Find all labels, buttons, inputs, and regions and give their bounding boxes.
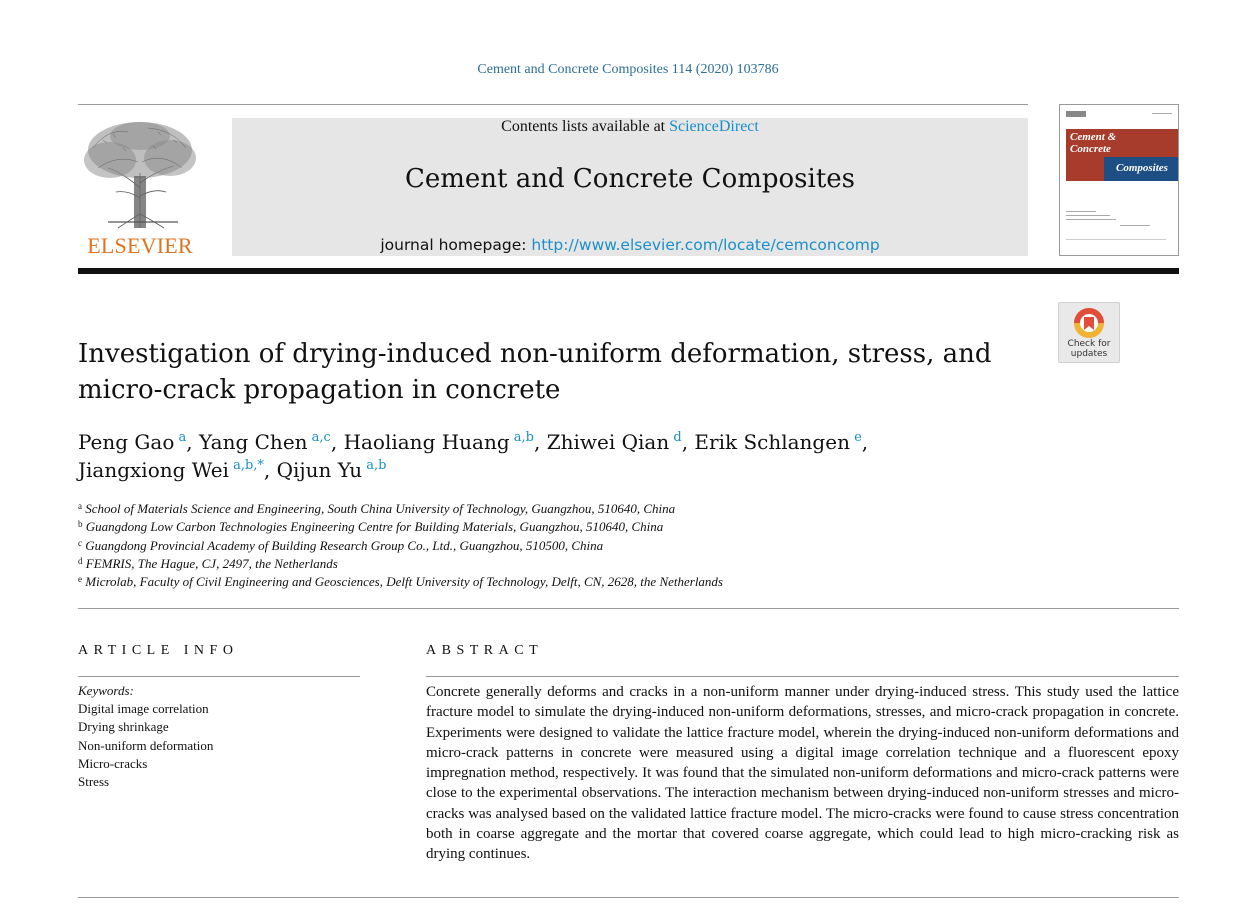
cover-rule [1066,239,1166,240]
author-affil-mark[interactable]: a,b [513,430,535,445]
affiliation: $^c$ Guangdong Provincial Academy of Building Research Group Co., Ltd., Guangzhou, 510500, China [78,537,604,553]
header-divider [78,104,1028,105]
affiliation: $^e$ Microlab, Faculty of Civil Engineering and Geosciences, Delft University of Technology, Delft, CN, 2628, the Netherlands [78,574,723,590]
journal-name: Cement and Concrete Composites [404,164,856,194]
journal-homepage: journal homepage: http://www.elsevier.com/locate/cemconcomp [380,236,880,254]
affiliation: $^d$ FEMRIS, The Hague, CJ, 2497, the Netherlands [78,555,338,571]
cover-title: Cement & Concrete [1070,131,1117,155]
cover-rule [1120,225,1150,226]
keyword[interactable]: Micro-cracks [78,755,148,771]
abstract-text: Concrete generally deforms and cracks in a non-uniform manner under drying-induced stress. This study used the lattice fracture model to simulate the drying-induced non-uniform deformations, stresses, and micro-crack propagation in concrete. Experiments were designed to validate the lattice fracture model, wherein the drying-induced non-uniform deformations and micro-crack patterns in concrete were measured using a digital image correlation technique and a fluorescent epoxy impregnation method, respectively. It was found that the simulated non-uniform deformations and micro-crack patterns were close to the experimental observations. The interaction mechanism between drying-induced non-uniform stresses and micro-cracks was analysed based on the validated lattice fracture model. The micro-cracks were found to cause stress concentration both in coarse aggregate and the mortar that covered coarse aggregate, which could lead to high micro-cracking risk as drying continues. [426,684,1179,863]
journal-citation[interactable]: Cement and Concrete Composites 114 (2020) 103786 [477,62,779,77]
author-affil-mark[interactable]: d [673,430,682,445]
journal-masthead [232,118,1028,256]
journal-cover-thumbnail[interactable] [1059,104,1179,256]
author[interactable]: Erik Schlangen [694,430,850,454]
article-info-rule [78,676,360,677]
keyword[interactable]: Drying shrinkage [78,719,169,735]
author[interactable]: Peng Gao [78,430,175,454]
author[interactable]: Haoliang Huang [343,430,510,454]
keyword[interactable]: Non-uniform deformation [78,737,214,753]
check-for-updates-button[interactable] [1058,302,1120,363]
abstract-heading: ABSTRACT [426,643,544,658]
author-affil-mark[interactable]: a,b,* [233,458,264,473]
sciencedirect-link[interactable]: ScienceDirect [669,118,759,135]
affiliation: $^b$ Guangdong Low Carbon Technologies Engineering Centre for Building Materials, Guangzhou, 510640, China [78,519,664,535]
section-divider [78,608,1179,609]
author-list: Peng Gao $^a$, Yang Chen $^{a,c}$, Haoliang Huang $^{a,b}$, Zhiwei Qian $^d$, Erik Schlangen $^e$, Jiangxiong Wei $^{a,b,*}$, Qijun Yu $^{a,b}$ [78,430,869,482]
elsevier-tree-icon [78,118,202,230]
contents-available: Contents lists available at ScienceDirect [501,118,759,135]
cover-rule [1152,113,1172,114]
check-updates-icon [1072,306,1106,340]
author[interactable]: Qijun Yu [276,458,363,482]
cover-rule [1066,215,1110,216]
keyword[interactable]: Stress [78,774,110,790]
cover-logo [1066,111,1086,117]
homepage-link[interactable]: http://www.elsevier.com/locate/cemconcomp [531,236,880,254]
article-info-heading: ARTICLE INFO [78,643,239,658]
author[interactable]: Yang Chen [199,430,308,454]
author-affil-mark[interactable]: a,b [366,458,387,473]
affiliations [78,500,1078,591]
cover-rule [1066,219,1116,220]
author-affil-mark[interactable]: a [178,430,187,445]
abstract-rule [426,676,1179,677]
elsevier-wordmark: ELSEVIER [87,233,193,258]
keywords-label: Keywords: [78,683,134,698]
elsevier-logo[interactable] [78,118,202,258]
masthead-thick-rule [78,268,1179,274]
article-title: Investigation of drying-induced non-uniform deformation, stress, and micro-crack propagation in concrete [78,339,992,405]
author-affil-mark[interactable]: a,c [311,430,331,445]
author[interactable]: Zhiwei Qian [546,430,670,454]
author-affil-mark[interactable]: e [854,430,862,445]
cover-rule [1066,211,1096,212]
cover-subtitle: Composites [1116,162,1168,174]
keywords-list [78,682,378,791]
author[interactable]: Jiangxiong Wei [78,458,229,482]
check-updates-label: Check for updates [1067,339,1111,359]
bottom-divider [78,897,1179,898]
affiliation: $^a$ School of Materials Science and Engineering, South China University of Technology, Guangzhou, 510640, China [78,501,676,516]
keyword[interactable]: Digital image correlation [78,701,209,717]
